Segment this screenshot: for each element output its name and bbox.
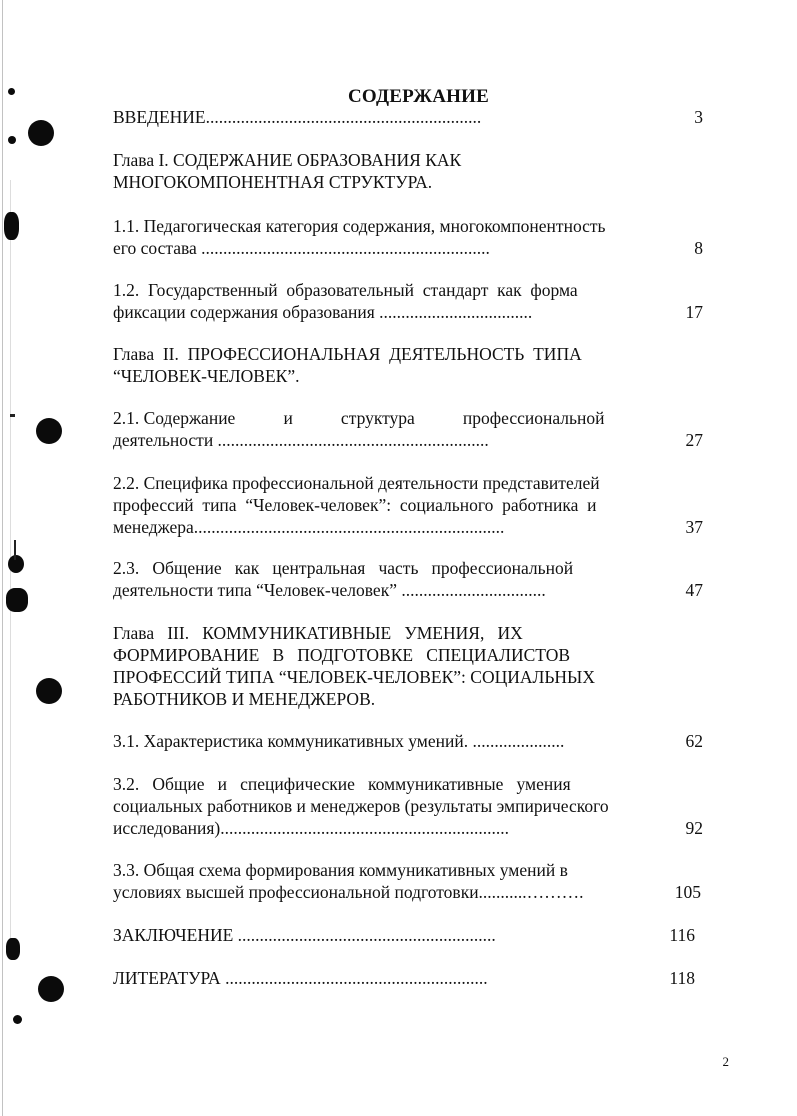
entry-line: менеджера.......................................................................	[113, 517, 505, 537]
entry-line: фиксации содержания образования ...................................	[113, 302, 533, 322]
chapter-line: ФОРМИРОВАНИЕ В ПОДГОТОВКЕ СПЕЦИАЛИСТОВ	[113, 645, 571, 665]
entry-line: 2.3. Общение как центральная часть профессиональной	[113, 558, 574, 578]
entry-line: условиях высшей профессиональной подготовки...........……….	[113, 882, 584, 902]
chapter-line: РАБОТНИКОВ И МЕНЕДЖЕРОВ.	[113, 689, 376, 709]
page-number: 27	[685, 430, 703, 450]
toc-entry-1-1	[113, 215, 703, 259]
toc-entry-literature	[113, 967, 703, 989]
punch-hole	[36, 678, 62, 704]
chapter-line: Глава II. ПРОФЕССИОНАЛЬНАЯ ДЕЯТЕЛЬНОСТЬ ТИПА	[113, 344, 582, 364]
punch-hole	[6, 938, 20, 960]
toc-entry-2-1	[113, 407, 703, 451]
chapter-line: “ЧЕЛОВЕК-ЧЕЛОВЕК”.	[113, 366, 300, 386]
toc-entry-1-2	[113, 279, 703, 323]
entry-line: профессий типа “Человек-человек”: социального работника и	[113, 495, 597, 515]
chapter-line: МНОГОКОМПОНЕНТНАЯ СТРУКТУРА.	[113, 172, 433, 192]
chapter-line: ПРОФЕССИЙ ТИПА “ЧЕЛОВЕК-ЧЕЛОВЕК”: СОЦИАЛЬНЫХ	[113, 667, 595, 687]
page-number: 37	[685, 517, 703, 537]
punch-hole	[38, 976, 64, 1002]
entry-line: 2.2. Специфика профессиональной деятельности представителей	[113, 473, 600, 493]
page-number: 3	[694, 107, 703, 127]
entry-title: ВВЕДЕНИЕ	[113, 107, 206, 127]
punch-hole	[13, 1015, 22, 1024]
page-number: 92	[685, 818, 703, 838]
page-number: 8	[694, 238, 703, 258]
page-number: 116	[669, 925, 695, 945]
page-number: 105	[674, 882, 701, 902]
punch-hole	[4, 212, 19, 240]
entry-line: 3.1. Характеристика коммуникативных умений. .....................	[113, 731, 565, 751]
toc-entry-conclusion	[113, 924, 703, 946]
leader-dots: ...............................................................	[205, 107, 482, 127]
entry-line: ЛИТЕРАТУРА ............................................................	[113, 968, 488, 988]
chapter-line: Глава I. СОДЕРЖАНИЕ ОБРАЗОВАНИЯ КАК	[113, 150, 462, 170]
punch-hole	[6, 588, 28, 612]
entry-line: 1.1. Педагогическая категория содержания, многокомпонентность	[113, 216, 606, 236]
entry-line: ЗАКЛЮЧЕНИЕ ...........................................................	[113, 925, 496, 945]
punch-hole	[8, 136, 16, 144]
toc-chapter-1	[113, 149, 513, 193]
entry-line: 2.1. Содержание и структура профессиональной	[113, 408, 605, 428]
toc-entry-3-3	[113, 859, 703, 903]
entry-line: 1.2. Государственный образовательный стандарт как форма	[113, 280, 578, 300]
page-footer-number: 2	[722, 1054, 729, 1069]
page-number: 17	[685, 302, 703, 322]
punch-hole	[28, 120, 54, 146]
scan-speck	[14, 540, 16, 560]
entry-line: социальных работников и менеджеров (результаты эмпирического	[113, 796, 609, 816]
entry-line: деятельности типа “Человек-человек” .................................	[113, 580, 546, 600]
toc-title: СОДЕРЖАНИЕ	[348, 86, 489, 107]
entry-line: 3.3. Общая схема формирования коммуникативных умений в	[113, 860, 568, 880]
chapter-line: Глава III. КОММУНИКАТИВНЫЕ УМЕНИЯ, ИХ	[113, 623, 523, 643]
page-number: 47	[685, 580, 703, 600]
toc-entry-2-3	[113, 557, 703, 601]
toc-entry-3-1	[113, 730, 703, 752]
toc-chapter-3	[113, 622, 650, 710]
entry-line: его состава ..................................................................	[113, 238, 490, 258]
page-number: 62	[685, 731, 703, 751]
scan-speck	[10, 414, 15, 417]
toc-chapter-2	[113, 343, 650, 387]
scan-edge-line	[2, 0, 3, 1116]
toc-entry-intro	[113, 106, 703, 128]
entry-line: деятельности ..............................................................	[113, 430, 489, 450]
entry-line: исследования)..................................................................	[113, 818, 509, 838]
punch-hole	[36, 418, 62, 444]
entry-line: 3.2. Общие и специфические коммуникативные умения	[113, 774, 571, 794]
toc-entry-3-2	[113, 773, 703, 839]
punch-hole	[8, 555, 24, 573]
page-number: 118	[669, 968, 695, 988]
toc-entry-2-2	[113, 472, 703, 538]
